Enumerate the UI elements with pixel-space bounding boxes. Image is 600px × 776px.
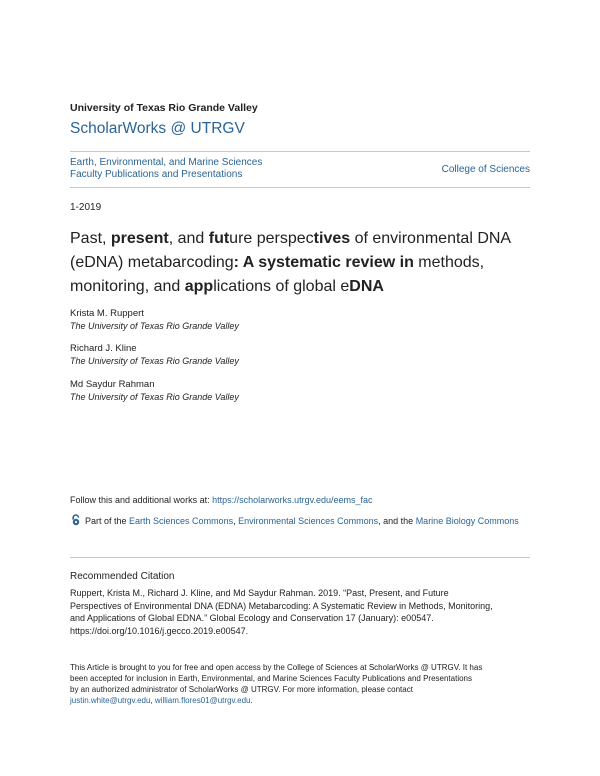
title-bold-4: : A systematic review in xyxy=(233,254,414,271)
title-bold-6: DNA xyxy=(349,278,384,295)
series-line-2: Faculty Publications and Presentations xyxy=(70,169,243,180)
institution-name: University of Texas Rio Grande Valley xyxy=(70,102,258,114)
title-bold-5: app xyxy=(184,278,214,295)
title-part-2: , and xyxy=(168,230,209,247)
footer-line-3: by an authorized administrator of ScholarWorks @ UTRGV. For more information, please contact xyxy=(70,685,413,694)
author-name-3: Md Saydur Rahman xyxy=(70,379,155,390)
part-of-prefix: Part of the xyxy=(85,516,130,526)
publication-date: 1-2019 xyxy=(70,202,102,213)
citation-text xyxy=(70,587,532,637)
part-of-line xyxy=(70,513,530,532)
follow-line xyxy=(70,495,372,505)
author-affiliation-1: The University of Texas Rio Grande Valley xyxy=(70,321,239,331)
divider-citation xyxy=(70,557,530,558)
title-part-4: of environmental DNA (eDNA) metabarcoding xyxy=(70,230,511,271)
divider-top xyxy=(70,151,530,152)
divider-series xyxy=(70,187,530,188)
footer-email-sep: , xyxy=(150,696,155,705)
citation-line-2: Perspectives of Environmental DNA (EDNA) Metabarcoding: A Systematic Review in Methods, Monitoring, xyxy=(70,600,493,611)
citation-line-4: https://doi.org/10.1016/j.gecco.2019.e00547. xyxy=(70,625,249,636)
title-part-6: lications of global e xyxy=(213,278,350,295)
footer-line-1: This Article is brought to you for free and open access by the College of Sciences at ScholarWorks @ UTRGV. It has xyxy=(70,663,483,672)
part-of-sep-2: , and the xyxy=(378,516,416,526)
title-bold-3: tives xyxy=(313,230,351,247)
marine-biology-commons-link[interactable]: Marine Biology Commons xyxy=(415,516,519,526)
part-of-sep-1: , xyxy=(233,516,239,526)
open-access-icon xyxy=(70,514,82,532)
footer-end: . xyxy=(250,696,253,705)
author-affiliation-3: The University of Texas Rio Grande Valley xyxy=(70,392,239,402)
footer-line-2: been accepted for inclusion in Earth, Environmental, and Marine Sciences Faculty Publications and Presentations xyxy=(70,674,473,683)
earth-sciences-commons-link[interactable]: Earth Sciences Commons xyxy=(129,516,234,526)
contact-email-2-link[interactable]: william.flores01@utrgv.edu xyxy=(154,696,251,705)
citation-line-1: Ruppert, Krista M., Richard J. Kline, and Md Saydur Rahman. 2019. “Past, Present, and Future xyxy=(70,588,449,598)
series-line-1: Earth, Environmental, and Marine Sciences xyxy=(70,157,263,168)
footer-line-4 xyxy=(70,695,530,706)
author-name-2: Richard J. Kline xyxy=(70,343,137,354)
title-part-5: methods, monitoring, and xyxy=(70,254,485,295)
title-part-3: ure perspec xyxy=(229,230,314,247)
title-bold-1: present xyxy=(110,230,169,247)
recommended-citation-heading: Recommended Citation xyxy=(70,571,175,582)
title-bold-2: fut xyxy=(208,230,230,247)
follow-prefix: Follow this and additional works at: xyxy=(70,495,213,505)
title-part-1: Past, xyxy=(70,230,111,247)
follow-url-link[interactable]: https://scholarworks.utrgv.edu/eems_fac xyxy=(212,495,373,505)
citation-line-3: and Applications of Global EDNA.” Global Ecology and Conservation 17 (January): e00547. xyxy=(70,613,434,623)
author-name-1: Krista M. Ruppert xyxy=(70,308,144,319)
author-affiliation-2: The University of Texas Rio Grande Valley xyxy=(70,356,239,366)
scholarworks-brand-link[interactable]: ScholarWorks @ UTRGV xyxy=(70,120,245,137)
access-footer xyxy=(70,662,530,706)
article-title xyxy=(70,227,520,299)
contact-email-1-link[interactable]: justin.white@utrgv.edu xyxy=(70,696,151,705)
college-link[interactable]: College of Sciences xyxy=(441,164,530,175)
environmental-sciences-commons-link[interactable]: Environmental Sciences Commons xyxy=(238,516,379,526)
series-link[interactable] xyxy=(70,157,262,181)
